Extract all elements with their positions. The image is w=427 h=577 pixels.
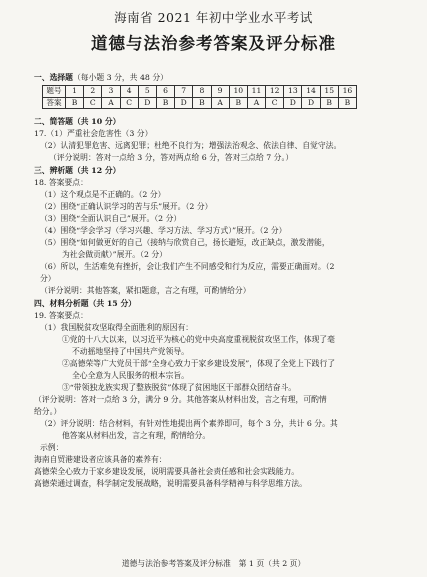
answer-cell: A [247, 97, 265, 109]
text-line: ③“带领独龙族实现了整族脱贫”体现了贫困地区干部群众团结奋斗。 [62, 383, 297, 392]
question-number-cell: 7 [175, 86, 193, 98]
answer-table-answer-row [43, 97, 357, 109]
question-number-cell: 3 [102, 86, 120, 98]
question-number-cell: 4 [120, 86, 138, 98]
text-line: （评分说明：其他答案，紧扣题意，言之有理，可酌情给分） [40, 286, 251, 295]
text-line: 高德荣全心致力于家乡建设发展，说明需要具备社会责任感和社会实践能力。 [34, 467, 300, 476]
text-line: （2）围绕“正确认识学习的苦与乐”展开。（2 分） [40, 202, 213, 211]
document-title: 道德与法治参考答案及评分标准 [91, 34, 336, 53]
text-line: 高德荣通过调查，科学制定发展战略，说明需要具备科学精神与科学思维方法。 [34, 479, 307, 488]
question-number-cell: 9 [211, 86, 229, 98]
text-line: （1）我国脱贫攻坚取得全面胜利的原因有： [40, 323, 194, 332]
text-line: （4）围绕“学会学习（学习兴趣、学习方法、学习方式）”展开。（2 分） [40, 226, 287, 235]
question-number-cell: 10 [229, 86, 247, 98]
answer-cell: D [302, 97, 320, 109]
text-line: 示例： [40, 443, 64, 452]
row-label-answer: 答案 [43, 97, 66, 109]
text-line: 给分。） [34, 407, 62, 416]
answer-cell: D [138, 97, 156, 109]
text-line: 分） [40, 274, 56, 283]
answer-cell: B [193, 97, 211, 109]
text-line: 17.（1）严重社会危害性（3 分） [34, 129, 153, 138]
text-line: 19. 答案要点： [34, 311, 88, 320]
answer-table-number-row [43, 86, 357, 98]
question-number-cell: 1 [66, 86, 84, 98]
answer-cell: D [284, 97, 302, 109]
question-number-cell: 13 [284, 86, 302, 98]
answer-cell: A [211, 97, 229, 109]
question-number-cell: 15 [320, 86, 338, 98]
text-line: （1）这个观点是不正确的。（2 分） [40, 190, 166, 199]
text-line: 为社会做贡献）”展开。（2 分） [62, 250, 167, 259]
text-line: （3）围绕“全面认识自己”展开。（2 分） [40, 214, 182, 223]
answer-table [42, 85, 357, 109]
section-1-title: 一、选择题 [34, 73, 73, 82]
text-line: 海南自贸港建设者应该具备的素养有： [34, 455, 167, 464]
answer-cell: B [338, 97, 356, 109]
question-number-cell: 5 [138, 86, 156, 98]
exam-title: 海南省 2021 年初中学业水平考试 [114, 10, 313, 25]
text-line: （2）认清犯罪危害、远离犯罪；杜绝不良行为；增强法治观念、依法自律、自觉守法。 [40, 141, 342, 150]
answer-cell: C [84, 97, 102, 109]
section-heading: 四、材料分析题（共 15 分） [34, 299, 137, 308]
answer-cell: A [102, 97, 120, 109]
text-line: ①党的十八大以来，以习近平为核心的党中央高度重视脱贫攻坚工作，体现了毫 [62, 335, 335, 344]
section-heading: 三、辨析题（共 12 分） [34, 166, 121, 175]
page-footer: 道德与法治参考答案及评分标准 第 1 页（共 2 页） [121, 559, 306, 568]
text-line: 18. 答案要点： [34, 178, 88, 187]
question-number-cell: 12 [266, 86, 284, 98]
section-1-note: （每小题 3 分，共 48 分） [72, 73, 168, 82]
answer-cell: B [229, 97, 247, 109]
question-number-cell: 2 [84, 86, 102, 98]
text-line: （2）评分说明：结合材料，有针对性地提出两个素养即可，每个 3 分，共计 6 分。其 [40, 419, 338, 428]
text-line: （5）围绕“如何做更好的自己（接纳与欣赏自己，扬长避短，改正缺点，激发潜能， [40, 238, 330, 247]
text-line: （评分说明：答对一点给 3 分，满分 9 分。其他答案从材料出发，言之有理，可酌情 [34, 395, 327, 404]
answer-cell: D [175, 97, 193, 109]
question-number-cell: 16 [338, 86, 356, 98]
answer-cell: B [156, 97, 174, 109]
answer-cell: B [320, 97, 338, 109]
answer-cell: C [120, 97, 138, 109]
answer-cell: B [66, 97, 84, 109]
text-line: ②高德荣等广大党员干部“全身心致力于家乡建设发展”，体现了全党上下践行了 [62, 359, 336, 368]
question-number-cell: 14 [302, 86, 320, 98]
question-number-cell: 6 [156, 86, 174, 98]
answer-cell: C [266, 97, 284, 109]
text-line: （6）所以，生活难免有挫折，会让我们产生不同感受和行为反应，需要正确面对。（2 [40, 262, 335, 271]
section-1-heading [34, 73, 168, 83]
question-number-cell: 8 [193, 86, 211, 98]
row-label-number: 题号 [43, 86, 66, 98]
text-line: （评分说明：答对一点给 3 分，答对两点给 6 分，答对三点给 7 分。） [49, 153, 294, 162]
text-line: 不动摇地坚持了中国共产党领导。 [72, 347, 189, 356]
section-heading: 二、简答题（共 10 分） [34, 117, 121, 126]
text-line: 他答案从材料出发，言之有理，酌情给分。 [62, 431, 211, 440]
question-number-cell: 11 [247, 86, 265, 98]
text-line: 全心全意为人民服务的根本宗旨。 [72, 371, 189, 380]
